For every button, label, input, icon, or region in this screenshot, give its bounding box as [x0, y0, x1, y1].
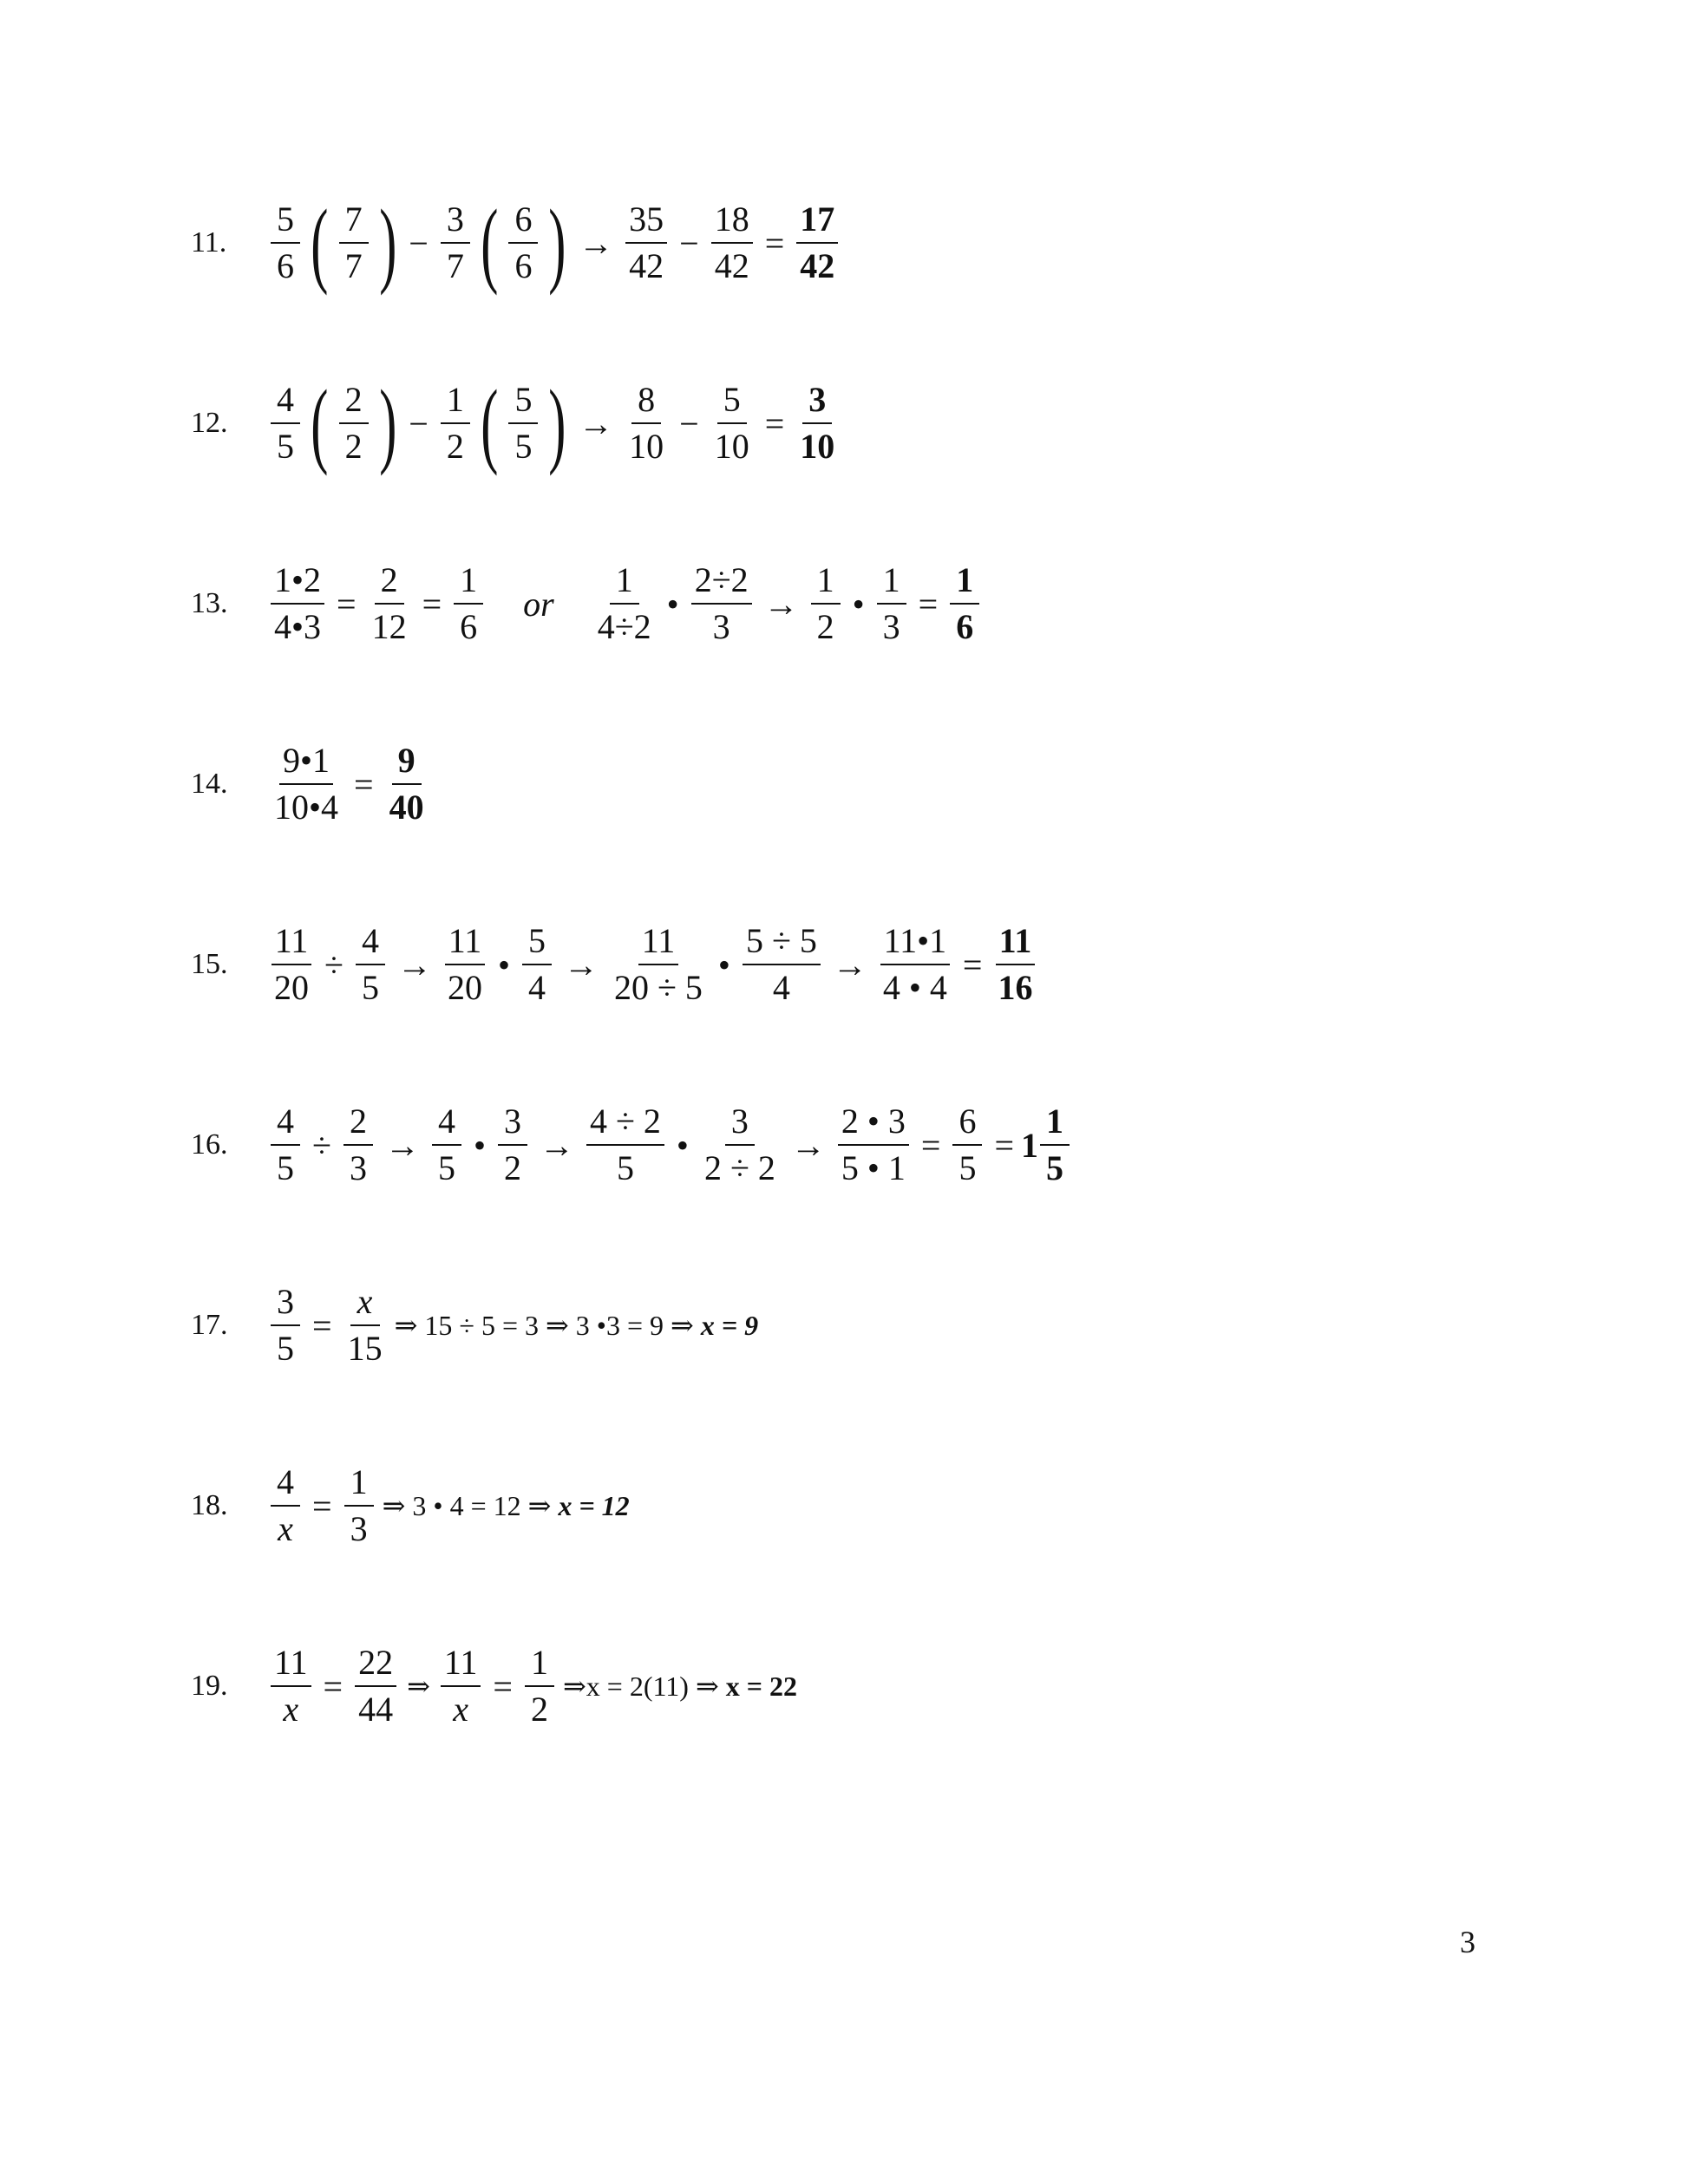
problem-18: 18. $\frac{4}{x}$ = $\frac{1}{3}$ ⇒ 3 • 4 = 12 ⇒ x = 12 — [191, 1462, 630, 1548]
answer: x = 12 — [558, 1489, 630, 1521]
fraction: $\frac{11}{20}$ — [444, 924, 486, 1005]
solution-steps: ⇒ 15 ÷ 5 = 3 ⇒ 3 •3 = 9 ⇒ — [394, 1310, 694, 1341]
fraction: $\frac{3}{5}$ — [271, 1285, 300, 1366]
fraction: $\frac{3}{2}$ — [498, 1104, 527, 1186]
problem-13: 13. $\frac{1•2}{4•3}$ = $\frac{2}{12}$ = $\frac{1}{6}$ or $\frac{1}{4\div 2}$ • $\frac{2\div 2}{3}$ → $\frac{1}{2}$ • $\frac{1}{3}$ = $\frac{1}{6}$ — [191, 552, 985, 656]
problem-number: 12. — [191, 407, 228, 439]
problem-12: 12. $\frac{4}{5}$ ( $\frac{2}{2}$ ) − $\frac{1}{2}$ ( $\frac{5}{5}$ ) → $\frac{8}{10}$ − $\frac{5}{10}$ = $\frac{3}{10}$ — [191, 371, 843, 475]
fraction: $\frac{5}{4}$ — [522, 924, 552, 1005]
problem-number: 17. — [191, 1309, 228, 1341]
fraction: $\frac{11•1}{4 • 4}$ — [880, 924, 951, 1005]
fraction: $\frac{9•1}{10•4}$ — [274, 741, 339, 827]
problem-number: 11. — [191, 226, 227, 258]
fraction: $\frac{2 • 3}{5 • 1}$ — [838, 1104, 909, 1186]
fraction: $\frac{4 \div 2}{5}$ — [586, 1104, 664, 1186]
answer-fraction: $\frac{11}{16}$ — [994, 924, 1036, 1005]
problem-number: 18. — [191, 1489, 228, 1521]
fraction: $\frac{1}{6}$ — [454, 563, 483, 644]
fraction: $\frac{18}{42}$ — [711, 202, 753, 284]
fraction: $\frac{22}{44}$ — [355, 1645, 396, 1727]
fraction: $\frac{8}{10}$ — [629, 380, 664, 466]
answer-whole: 1 — [1021, 1125, 1039, 1165]
or-text: or — [523, 584, 554, 624]
fraction: $\frac{7}{7}$ — [339, 202, 369, 284]
fraction: $\frac{1}{2}$ — [811, 563, 841, 644]
problem-number: 13. — [191, 587, 228, 619]
fraction: $\frac{11}{20 \div 5}$ — [613, 921, 703, 1007]
implies-arrow: ⇒ — [407, 1671, 430, 1702]
fraction: $\frac{2\div 2}{3}$ — [691, 563, 752, 644]
fraction: $\frac{4}{5}$ — [432, 1104, 461, 1186]
fraction: $\frac{2}{3}$ — [343, 1104, 373, 1186]
fraction: $\frac{5}{5}$ — [508, 383, 538, 464]
problem-number: 14. — [191, 768, 228, 800]
answer-fraction: $\frac{1}{6}$ — [950, 563, 979, 644]
problem-16: 16. $\frac{4}{5}$ ÷ $\frac{2}{3}$ → $\frac{4}{5}$ • $\frac{3}{2}$ → $\frac{4 \div 2}{5}$ • $\frac{3}{2 \div 2}$ → $\frac{2 • 3}{5 • 1}$ = $\frac{6}{5}$ = 1 $\frac{1}{5}$ — [191, 1093, 1075, 1197]
fraction: $\frac{2}{12}$ — [371, 560, 407, 646]
fraction: $\frac{35}{42}$ — [625, 202, 667, 284]
answer: x = 22 — [725, 1670, 797, 1702]
fraction: $\frac{5}{10}$ — [714, 380, 749, 466]
problem-14: 14. $\frac{9•1}{10•4}$ = $\frac{9}{40}$ — [191, 732, 433, 836]
fraction: $\frac{x}{15}$ — [347, 1282, 383, 1368]
problem-19: 19. $\frac{11}{x}$ = $\frac{22}{44}$ ⇒ $\frac{11}{x}$ = $\frac{1}{2}$ ⇒x = 2(11) ⇒ x = 22 — [191, 1643, 797, 1729]
fraction: $\frac{5 \div 5}{4}$ — [743, 924, 821, 1005]
fraction: $\frac{1}{4\div 2}$ — [597, 560, 651, 646]
fraction: $\frac{3}{7}$ — [441, 202, 470, 284]
solution-steps: ⇒ 3 • 4 = 12 ⇒ — [382, 1490, 552, 1521]
answer-fraction: $\frac{1}{5}$ — [1040, 1104, 1070, 1186]
fraction: $\frac{5}{6}$ — [271, 202, 300, 284]
problem-17: 17. $\frac{3}{5}$ = $\frac{x}{15}$ ⇒ 15 ÷ 5 = 3 ⇒ 3 •3 = 9 ⇒ x = 9 — [191, 1282, 759, 1368]
fraction: $\frac{4}{5}$ — [271, 1104, 300, 1186]
fraction: $\frac{4}{x}$ — [271, 1465, 300, 1546]
fraction: $\frac{1}{3}$ — [877, 563, 906, 644]
fraction: $\frac{4}{5}$ — [356, 924, 385, 1005]
fraction: $\frac{1}{2}$ — [441, 383, 470, 464]
answer-fraction: $\frac{17}{42}$ — [796, 202, 838, 284]
fraction: $\frac{1•2}{4•3}$ — [271, 563, 324, 644]
fraction: $\frac{1}{3}$ — [344, 1465, 374, 1546]
answer: x = 9 — [700, 1309, 759, 1341]
problem-number: 15. — [191, 948, 228, 980]
answer-fraction: $\frac{9}{40}$ — [389, 741, 424, 827]
fraction: $\frac{6}{5}$ — [952, 1104, 982, 1186]
fraction: $\frac{4}{5}$ — [271, 383, 300, 464]
solution-steps: ⇒x = 2(11) ⇒ — [562, 1671, 719, 1702]
problem-number: 16. — [191, 1128, 228, 1161]
fraction: $\frac{3}{2 \div 2}$ — [703, 1102, 775, 1187]
fraction: $\frac{1}{2}$ — [525, 1645, 554, 1727]
problem-11: 11. $\frac{5}{6}$ ( $\frac{7}{7}$ ) − $\frac{3}{7}$ ( $\frac{6}{6}$ ) → $\frac{35}{42}$ − $\frac{18}{42}$ = $\frac{17}{42}$ — [191, 191, 843, 295]
fraction: $\frac{6}{6}$ — [508, 202, 538, 284]
page-number: 3 — [1460, 1925, 1475, 1959]
fraction: $\frac{11}{x}$ — [271, 1645, 311, 1727]
problem-15: 15. $\frac{11}{20}$ ÷ $\frac{4}{5}$ → $\frac{11}{20}$ • $\frac{5}{4}$ → $\frac{11}{20 \div 5}$ • $\frac{5 \div 5}{4}$ → $\frac{11•1}{4 • 4}$ = $\frac{11}{16}$ — [191, 912, 1041, 1017]
fraction: $\frac{11}{20}$ — [271, 924, 312, 1005]
problem-number: 19. — [191, 1670, 228, 1702]
answer-fraction: $\frac{3}{10}$ — [800, 380, 835, 466]
fraction: $\frac{11}{x}$ — [441, 1645, 481, 1727]
fraction: $\frac{2}{2}$ — [339, 383, 369, 464]
